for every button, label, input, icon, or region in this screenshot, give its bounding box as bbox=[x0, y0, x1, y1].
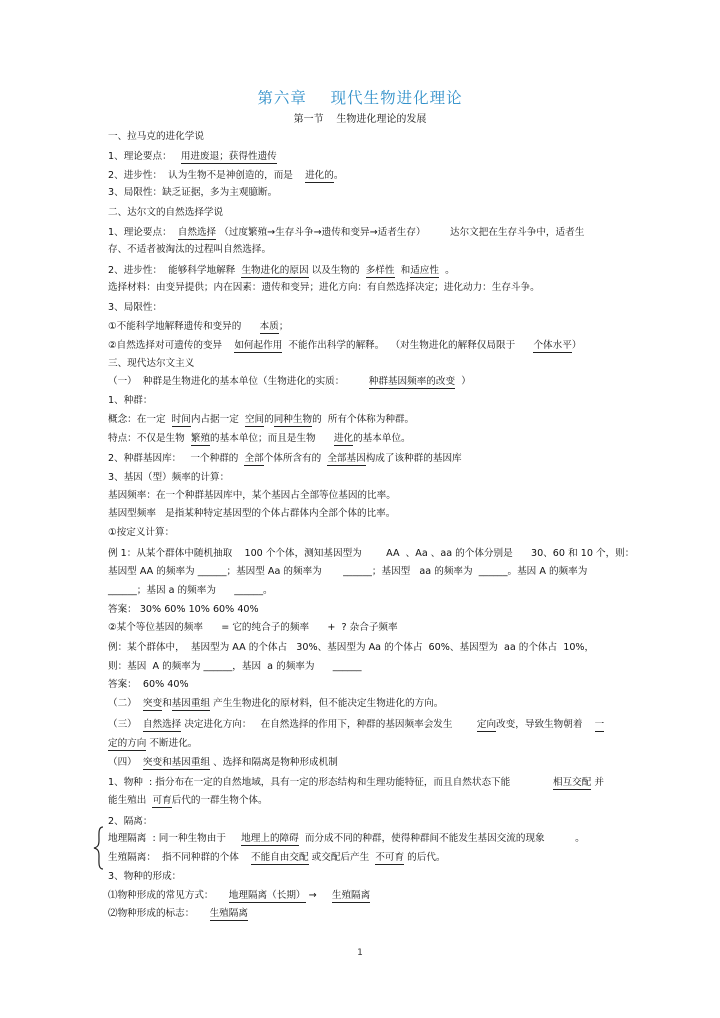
text-line bbox=[108, 339, 628, 352]
text-line bbox=[108, 413, 628, 426]
text-segment: 2、进步性： 能够科学地解释 bbox=[108, 265, 242, 276]
underlined-answer: 全部基因 bbox=[327, 453, 366, 464]
underlined-answer: 个体水平 bbox=[533, 340, 572, 351]
text-segment: 答案： 60% 40% bbox=[108, 679, 189, 690]
underlined-answer: 生殖隔离 bbox=[209, 908, 248, 919]
text-segment: 后代的一群生物个体。 bbox=[171, 795, 268, 806]
text-segment: ，基因 a 的频率为 bbox=[232, 661, 333, 672]
text-line bbox=[108, 526, 628, 539]
text-segment: ） bbox=[571, 340, 582, 351]
text-segment: ； bbox=[278, 321, 289, 332]
text-line bbox=[108, 206, 628, 219]
text-segment: 、选择和隔离是物种形成机制 bbox=[210, 757, 338, 768]
text-segment: ） bbox=[455, 376, 471, 387]
text-line bbox=[108, 718, 628, 731]
text-segment: 3、基因（型）频率的计算： bbox=[108, 472, 230, 483]
underlined-answer: 生物进化的原因 bbox=[241, 265, 309, 276]
text-line bbox=[108, 169, 628, 182]
text-line bbox=[108, 186, 628, 199]
text-segment: 地理隔离 : 同一种生物由于 bbox=[108, 833, 242, 844]
underlined-answer: 进化的 bbox=[305, 170, 334, 181]
underlined-answer: 不能自由交配 bbox=[251, 852, 309, 863]
text-segment: （过度繁殖→生存斗争→遗传和变异→适者生存） 达尔文把在生存斗争中，适者生 bbox=[216, 227, 585, 238]
text-segment: 不能作出科学的解释。 （对生物进化的解释仅局限于 bbox=[282, 340, 534, 351]
text-segment: ；基因型 Aa 的频率为 bbox=[226, 566, 344, 577]
chapter-title: 第六章 现代生物进化理论 bbox=[257, 89, 463, 107]
text-line bbox=[108, 375, 628, 388]
underlined-answer: 地理上的障碍 bbox=[241, 833, 299, 844]
underlined-answer: 同种生物 bbox=[273, 414, 313, 425]
text-segment: 基因型 AA 的频率为 bbox=[108, 566, 198, 577]
text-segment: 改变，导致生物朝着 bbox=[496, 719, 595, 730]
underlined-answer: 地理隔离（长期） bbox=[228, 890, 306, 901]
text-line bbox=[108, 621, 628, 634]
underlined-answer: 突变和基因重组 bbox=[142, 757, 211, 768]
text-segment: → bbox=[305, 890, 332, 901]
text-segment: 的基本单位。 bbox=[353, 433, 411, 444]
text-segment: 3、局限性：缺乏证据，多为主观臆断。 bbox=[108, 187, 278, 198]
text-segment: 1、种群： bbox=[108, 395, 153, 406]
text-line bbox=[108, 815, 628, 828]
underlined-answer: 繁殖 bbox=[190, 433, 211, 444]
text-line bbox=[108, 565, 628, 578]
underlined-answer: 空间 bbox=[244, 414, 265, 425]
underlined-answer: 可育 bbox=[152, 795, 172, 806]
text-segment: 。 bbox=[438, 265, 455, 276]
text-line bbox=[108, 301, 628, 314]
text-segment: 和 bbox=[162, 698, 172, 709]
text-segment: 特点：不仅是生物 bbox=[108, 433, 191, 444]
text-segment: ______ bbox=[234, 585, 263, 596]
text-segment: ______ bbox=[478, 566, 508, 577]
text-segment: ______ bbox=[343, 566, 372, 577]
text-segment: 例 1：从某个群体中随机抽取 100 个个体，测知基因型为 AA 、Aa 、aa 的个体分别是 30、60 和 10 个，则： bbox=[108, 548, 635, 559]
text-line bbox=[108, 489, 628, 502]
text-segment: ______ bbox=[108, 585, 137, 596]
text-segment: 生殖隔离： 指不同种群的个体 bbox=[108, 852, 252, 863]
text-segment: 3、物种的形成： bbox=[108, 871, 182, 882]
text-segment: 能生殖出 bbox=[108, 795, 153, 806]
text-segment: 例：某个群体中， 基因型为 AA 的个体占 30%、基因型为 Aa 的个体占 60%、基因型为 aa 的个体占 10%， bbox=[108, 642, 595, 653]
text-line bbox=[108, 907, 628, 920]
text-line bbox=[108, 603, 628, 616]
text-line bbox=[108, 889, 628, 902]
text-segment: ②自然选择对可遗传的变异 bbox=[108, 340, 235, 351]
text-line bbox=[108, 130, 628, 143]
underlined-answer: 用进废退；获得性遗传 bbox=[180, 151, 277, 162]
underlined-answer: 时间 bbox=[171, 414, 191, 425]
text-segment: 则：基因 A 的频率为 bbox=[108, 661, 204, 672]
text-segment: 或交配后产生 bbox=[308, 852, 376, 863]
text-segment: ______ bbox=[332, 661, 362, 672]
text-segment: 二、达尔文的自然选择学说 bbox=[108, 207, 224, 218]
underlined-answer: 如何起作用 bbox=[234, 340, 283, 351]
underlined-answer: 一 bbox=[594, 719, 605, 730]
text-segment: 1、理论要点： bbox=[108, 227, 178, 238]
text-segment: 1、物种 : 指分布在一定的自然地域，具有一定的形态结构和生理功能特征，而且自然状态下能 bbox=[108, 777, 553, 788]
text-line bbox=[108, 243, 628, 256]
text-segment: 以及生物的 bbox=[308, 265, 366, 276]
text-line bbox=[108, 471, 628, 484]
text-line bbox=[108, 756, 628, 769]
text-line bbox=[108, 851, 628, 864]
text-segment: 产生生物进化的原材料，但不能决定生物进化的方向。 bbox=[210, 698, 444, 709]
text-segment: 。 bbox=[333, 170, 344, 181]
text-segment: ⑴物种形成的常见方式： bbox=[108, 890, 229, 901]
text-segment: 的后代。 bbox=[404, 852, 446, 863]
text-segment: 一、拉马克的进化学说 bbox=[108, 131, 204, 142]
underlined-answer: 自然选择 bbox=[177, 227, 217, 238]
text-line bbox=[108, 678, 628, 691]
text-segment: 不断进化。 bbox=[146, 738, 198, 749]
underlined-answer: 基因重组 bbox=[171, 698, 211, 709]
brace-icon bbox=[93, 826, 105, 870]
text-segment: 个体所含有的 bbox=[263, 453, 328, 464]
underlined-answer: 本质 bbox=[259, 321, 279, 332]
text-segment: 的 bbox=[264, 414, 274, 425]
text-segment: ①不能科学地解释遗传和变异的 bbox=[108, 321, 260, 332]
text-segment: （一） 种群是生物进化的基本单位（生物进化的实质： bbox=[108, 376, 369, 387]
text-line bbox=[108, 507, 628, 520]
text-segment: 。 bbox=[263, 585, 273, 596]
underlined-answer: 全部 bbox=[244, 453, 264, 464]
text-line bbox=[108, 226, 628, 239]
text-segment: ；基因 a 的频率为 bbox=[136, 585, 235, 596]
text-line bbox=[108, 547, 635, 560]
text-segment: 并 bbox=[591, 777, 604, 788]
text-segment: ______ bbox=[197, 566, 227, 577]
text-line bbox=[108, 697, 628, 710]
text-line bbox=[108, 452, 628, 465]
text-line bbox=[108, 150, 628, 163]
page-number: 1 bbox=[357, 948, 363, 958]
text-segment: 3、局限性： bbox=[108, 302, 163, 313]
text-line bbox=[108, 281, 628, 294]
text-line bbox=[108, 641, 628, 654]
underlined-answer: 进化 bbox=[333, 433, 354, 444]
text-line bbox=[108, 832, 628, 845]
text-line bbox=[108, 584, 628, 597]
text-line bbox=[108, 660, 628, 673]
text-segment: 的基本单位；而且是生物 bbox=[210, 433, 334, 444]
text-segment: 的 所有个体称为种群。 bbox=[312, 414, 415, 425]
text-segment: 概念：在一定 bbox=[108, 414, 172, 425]
text-line bbox=[108, 737, 628, 750]
text-segment: 和 bbox=[394, 265, 411, 276]
text-line bbox=[108, 794, 628, 807]
text-segment: 三、现代达尔文主义 bbox=[108, 358, 195, 369]
text-segment: ；基因型 aa 的频率为 bbox=[371, 566, 479, 577]
underlined-answer: 定的方向 bbox=[108, 738, 147, 749]
text-segment: 。基因 A 的频率为 bbox=[507, 566, 588, 577]
text-segment: 2、隔离： bbox=[108, 816, 153, 827]
underlined-answer: 自然选择 bbox=[142, 719, 182, 730]
text-segment: ②某个等位基因的频率 = 它的纯合子的频率 + ? 杂合子频率 bbox=[108, 622, 398, 633]
text-segment: ______ bbox=[203, 661, 233, 672]
text-segment: 存、不适者被淘汰的过程叫自然选择。 bbox=[108, 244, 272, 255]
text-segment: 2、种群基因库： 一个种群的 bbox=[108, 453, 245, 464]
text-line bbox=[108, 776, 628, 789]
text-line bbox=[108, 264, 628, 277]
text-segment: 2、进步性： 认为生物不是神创造的，而是 bbox=[108, 170, 306, 181]
text-line bbox=[108, 357, 628, 370]
text-line bbox=[108, 870, 628, 883]
underlined-answer: 定向 bbox=[476, 719, 497, 730]
underlined-answer: 相互交配 bbox=[552, 777, 592, 788]
text-line bbox=[108, 432, 628, 445]
text-segment: （二） bbox=[108, 698, 143, 709]
underlined-answer: 生殖隔离 bbox=[331, 890, 371, 901]
text-line bbox=[108, 320, 628, 333]
text-line bbox=[108, 394, 628, 407]
text-segment: ⑵物种形成的标志： bbox=[108, 908, 210, 919]
text-segment: 而分成不同的种群，使得种群间不能发生基因交流的现象 。 bbox=[298, 833, 585, 844]
text-segment: 内占据一定 bbox=[190, 414, 245, 425]
underlined-answer: 适应性 bbox=[410, 265, 439, 276]
text-segment: （三） bbox=[108, 719, 143, 730]
text-segment: 答案： 30% 60% 10% 60% 40% bbox=[108, 604, 259, 615]
underlined-answer: 多样性 bbox=[365, 265, 395, 276]
text-segment: 基因频率：在一个种群基因库中，某个基因占全部等位基因的比率。 bbox=[108, 490, 396, 501]
text-segment: （四） bbox=[108, 757, 143, 768]
underlined-answer: 不可育 bbox=[375, 852, 405, 863]
text-segment: 构成了该种群的基因库 bbox=[365, 453, 462, 464]
underlined-answer: 种群基因频率的改变 bbox=[368, 376, 456, 387]
section-title: 第一节 生物进化理论的发展 bbox=[293, 114, 427, 125]
text-segment: 基因型频率 是指某种特定基因型的个体占群体内全部个体的比率。 bbox=[108, 508, 396, 519]
text-segment: 1、理论要点： bbox=[108, 151, 181, 162]
text-segment: 选择材料：由变异提供；内在因素：遗传和变异；进化方向：有自然选择决定；进化动力：生存斗争。 bbox=[108, 282, 540, 293]
text-segment: ①按定义计算： bbox=[108, 527, 175, 538]
text-segment: 决定进化方向： 在自然选择的作用下，种群的基因频率会发生 bbox=[181, 719, 477, 730]
underlined-answer: 突变 bbox=[142, 698, 163, 709]
